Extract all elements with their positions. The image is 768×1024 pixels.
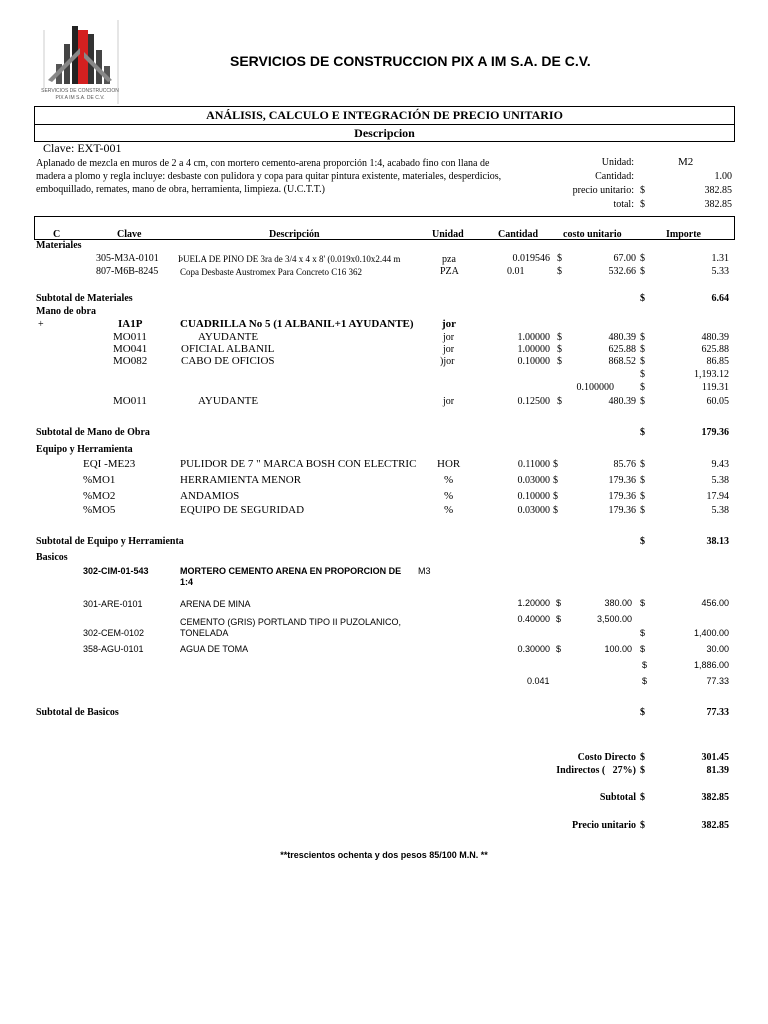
row-cur2: $: [640, 253, 645, 264]
row-costo: 67.00: [613, 253, 636, 264]
mano-title: Mano de obra: [36, 306, 96, 317]
equipo-title: Equipo y Herramienta: [36, 444, 133, 455]
basicos-group-total-cur: $: [642, 660, 648, 670]
mano-factor: 0.100000: [576, 382, 614, 393]
row-cantidad: 0.03000: [517, 505, 550, 516]
company-name: SERVICIOS DE CONSTRUCCION PIX A IM S.A. DE C.V.: [230, 53, 591, 69]
row-costo: 3,500.00: [596, 614, 632, 624]
indirectos-label: Indirectos ( 27%): [556, 765, 636, 776]
summary-total-value: 382.85: [704, 199, 732, 210]
row-cur1: $: [557, 344, 562, 355]
precio-unitario-cur: $: [640, 820, 645, 831]
equipo-subtotal-value: 38.13: [706, 536, 729, 547]
row-clave: %MO5: [83, 504, 116, 516]
row-cur2: $: [640, 505, 645, 516]
row-importe: 9.43: [711, 459, 729, 470]
row-costo: 625.88: [608, 344, 636, 355]
row-cur1: $: [553, 459, 558, 470]
materiales-subtotal-cur: $: [640, 293, 645, 304]
row-importe: 1.31: [711, 253, 729, 264]
row-cur2: $: [640, 598, 646, 608]
basicos-title: Basicos: [36, 552, 68, 563]
summary-total-label: total:: [613, 199, 634, 210]
materiales-subtotal-value: 6.64: [711, 293, 729, 304]
costo-directo-value: 301.45: [701, 752, 729, 763]
summary-total-cur: $: [640, 199, 645, 210]
row-clave: 807-M6B-8245: [96, 266, 159, 277]
row-costo: 532.66: [608, 266, 636, 277]
subtotal-cur: $: [640, 792, 645, 803]
row-costo: 85.76: [613, 459, 636, 470]
row-cantidad: 0.019546: [512, 253, 550, 264]
row-desc: ANDAMIOS: [180, 490, 240, 502]
indirectos-value: 81.39: [706, 765, 729, 776]
group-clave: IA1P: [118, 318, 143, 330]
row-unidad: pza: [442, 254, 456, 265]
materiales-subtotal-label: Subtotal de Materiales: [36, 293, 133, 304]
materiales-title: Materiales: [36, 240, 82, 251]
clave-code: Clave: EXT-001: [43, 141, 122, 155]
row-cantidad: 0.01: [507, 266, 525, 277]
col-descripcion: Descripción: [269, 229, 320, 240]
row-desc: PULIDOR DE 7 " MARCA BOSH CON ELECTRIC: [180, 458, 417, 470]
col-importe: Importe: [666, 229, 701, 240]
row-clave: MO011: [113, 395, 147, 407]
col-c: C: [53, 229, 61, 240]
precio-unitario-label: Precio unitario: [572, 820, 636, 831]
row-importe: 456.00: [701, 598, 729, 608]
row-cur1: $: [557, 356, 562, 367]
costo-directo-label: Costo Directo: [577, 752, 636, 763]
basicos-group-total: 1,886.00: [693, 660, 729, 670]
row-costo: 100.00: [604, 644, 632, 654]
summary-precio-label: precio unitario:: [572, 185, 634, 196]
row-clave: 305-M3A-0101: [96, 253, 159, 264]
row-cantidad: 1.00000: [517, 344, 550, 355]
amount-in-words: **trescientos ochenta y dos pesos 85/100 M.N. **: [280, 850, 488, 860]
row-costo: 868.52: [608, 356, 636, 367]
row-cantidad: 0.40000: [517, 614, 550, 624]
row-cur2: $: [640, 644, 646, 654]
mano-factor-cur: $: [640, 382, 645, 393]
col-costo: costo unitario: [563, 229, 622, 240]
row-costo: 380.00: [604, 598, 632, 608]
header-title: ANÁLISIS, CALCULO E INTEGRACIÓN DE PRECIO UNITARIO: [206, 108, 563, 122]
description-line-3: emboquillado, remates, mano de obra, herramienta, limpieza. (U.C.T.T.): [36, 184, 325, 195]
row-cur2: $: [640, 491, 645, 502]
mano-group-total-cur: $: [640, 369, 645, 380]
row-unidad: HOR: [437, 458, 461, 470]
row-desc: ARENA DE MINA: [180, 599, 251, 609]
header-subtitle: Descripcion: [354, 126, 415, 140]
row-cur2: $: [640, 628, 646, 638]
row-clave: %MO1: [83, 474, 116, 486]
mano-subtotal-value: 179.36: [701, 427, 729, 438]
equipo-subtotal-label: Subtotal de Equipo y Herramienta: [36, 536, 184, 547]
row-cur2: $: [640, 266, 645, 277]
row-cur1: $: [556, 614, 562, 624]
row-cur1: $: [553, 475, 558, 486]
row-clave: 301-ARE-0101: [83, 599, 143, 609]
logo-text-2: PIX A IM S.A. DE C.V.: [55, 95, 105, 101]
row-costo: 480.39: [608, 332, 636, 343]
row-cantidad: 0.11000: [517, 459, 550, 470]
row-importe: 86.85: [706, 356, 729, 367]
row-importe: 60.05: [706, 396, 729, 407]
row-cur2: $: [640, 356, 645, 367]
subtotal-label: Subtotal: [599, 792, 636, 803]
summary-precio-value: 382.85: [704, 185, 732, 196]
row-clave: MO041: [113, 343, 148, 355]
basicos-subtotal-label: Subtotal de Basicos: [36, 707, 119, 718]
group-desc-1: MORTERO CEMENTO ARENA EN PROPORCION DE: [180, 566, 402, 576]
row-desc-2: TONELADA: [180, 628, 229, 638]
col-clave: Clave: [117, 229, 142, 240]
row-unidad: )jor: [440, 356, 455, 367]
col-unidad: Unidad: [432, 229, 464, 240]
mano-factor-value: 119.31: [701, 382, 729, 393]
row-desc: OFICIAL ALBANIL: [181, 343, 275, 355]
row-cantidad: 1.00000: [517, 332, 550, 343]
row-desc: CABO DE OFICIOS: [181, 355, 275, 367]
row-cur1: $: [557, 266, 562, 277]
description-line-2: madera a plomo y regla incluye: desbaste con pulidora y copa para quitar pintura existente, materiales, desperdicios,: [36, 171, 502, 182]
row-clave: EQI -ME23: [83, 458, 136, 470]
row-cur1: $: [553, 491, 558, 502]
row-cur1: $: [556, 644, 562, 654]
row-unidad: %: [444, 504, 454, 516]
row-importe: 17.94: [706, 491, 729, 502]
row-unidad: %: [444, 490, 454, 502]
basicos-subtotal-cur: $: [640, 707, 645, 718]
row-importe: 5.38: [711, 505, 729, 516]
row-costo: 179.36: [608, 491, 636, 502]
equipo-subtotal-cur: $: [640, 536, 645, 547]
row-importe: 1,400.00: [693, 628, 729, 638]
row-clave: MO082: [113, 355, 148, 367]
row-cur1: $: [553, 505, 558, 516]
summary-cantidad-label: Cantidad:: [595, 171, 634, 182]
row-importe: 5.33: [711, 266, 729, 277]
mano-group-total: 1,193.12: [694, 369, 729, 380]
row-cantidad: 0.10000: [517, 356, 550, 367]
row-cur1: $: [556, 598, 562, 608]
group-desc: CUADRILLA No 5 (1 ALBANIL+1 AYUDANTE): [180, 318, 414, 330]
mano-subtotal-label: Subtotal de Mano de Obra: [36, 427, 150, 438]
group-desc-2: 1:4: [180, 577, 194, 587]
summary-unidad-value: M2: [678, 156, 694, 168]
row-clave: 358-AGU-0101: [83, 644, 144, 654]
row-importe: 480.39: [701, 332, 729, 343]
row-desc: HERRAMIENTA MENOR: [180, 474, 302, 486]
basicos-subtotal-value: 77.33: [706, 707, 729, 718]
precio-unitario-value: 382.85: [701, 820, 729, 831]
row-importe: 5.38: [711, 475, 729, 486]
group-clave: 302-CIM-01-543: [83, 566, 149, 576]
row-costo: 179.36: [608, 505, 636, 516]
row-cantidad: 0.30000: [517, 644, 550, 654]
row-cur1: $: [557, 332, 562, 343]
row-costo: 480.39: [608, 396, 636, 407]
row-desc-1: CEMENTO (GRIS) PORTLAND TIPO II PUZOLANICO,: [180, 617, 402, 627]
row-desc: AGUA DE TOMA: [180, 644, 249, 654]
row-cantidad: 0.03000: [517, 475, 550, 486]
row-desc: AYUDANTE: [198, 395, 259, 407]
row-desc: EQUIPO DE SEGURIDAD: [180, 504, 305, 516]
row-unidad: %: [444, 474, 454, 486]
row-desc: Copa Desbaste Austromex Para Concreto C16 362: [180, 267, 362, 277]
group-unidad: M3: [418, 566, 431, 576]
row-unidad: PZA: [440, 266, 459, 277]
summary-cantidad-value: 1.00: [714, 171, 732, 182]
costo-directo-cur: $: [640, 752, 645, 763]
row-costo: 179.36: [608, 475, 636, 486]
subtotal-value: 382.85: [701, 792, 729, 803]
row-unidad: jor: [443, 332, 455, 343]
row-desc: ÞUELA DE PINO DE 3ra de 3/4 x 4 x 8' (0.019x0.10x2.44 m: [178, 254, 401, 264]
description-line-1: Aplanado de mezcla en muros de 2 a 4 cm, con mortero cemento-arena proporción 1:4, acabado fino con llana de: [36, 158, 490, 169]
row-cantidad: 1.20000: [517, 598, 550, 608]
logo-text-1: SERVICIOS DE CONSTRUCCION: [41, 88, 119, 94]
row-unidad: jor: [443, 344, 455, 355]
mano-subtotal-cur: $: [640, 427, 645, 438]
row-clave: 302-CEM-0102: [83, 628, 145, 638]
summary-precio-cur: $: [640, 185, 645, 196]
row-desc: AYUDANTE: [198, 331, 259, 343]
company-logo: [40, 20, 120, 106]
indirectos-cur: $: [640, 765, 645, 776]
row-importe: 625.88: [701, 344, 729, 355]
row-cur2: $: [640, 459, 645, 470]
group-c: +: [38, 319, 44, 330]
group-unidad: jor: [442, 318, 457, 330]
row-cur2: $: [640, 332, 645, 343]
summary-unidad-label: Unidad:: [601, 157, 634, 168]
basicos-factor-value: 77.33: [706, 676, 729, 686]
basicos-factor-cur: $: [642, 676, 648, 686]
row-clave: %MO2: [83, 490, 116, 502]
row-cur2: $: [640, 396, 645, 407]
row-cur1: $: [557, 253, 562, 264]
row-cur2: $: [640, 344, 645, 355]
row-cur2: $: [640, 475, 645, 486]
row-cur1: $: [557, 396, 562, 407]
row-cantidad: 0.10000: [517, 491, 550, 502]
basicos-factor: 0.041: [527, 676, 550, 686]
row-cantidad: 0.12500: [517, 396, 550, 407]
row-clave: MO011: [113, 331, 147, 343]
row-importe: 30.00: [706, 644, 729, 654]
col-cantidad: Cantidad: [498, 229, 539, 240]
row-unidad: jor: [443, 396, 455, 407]
